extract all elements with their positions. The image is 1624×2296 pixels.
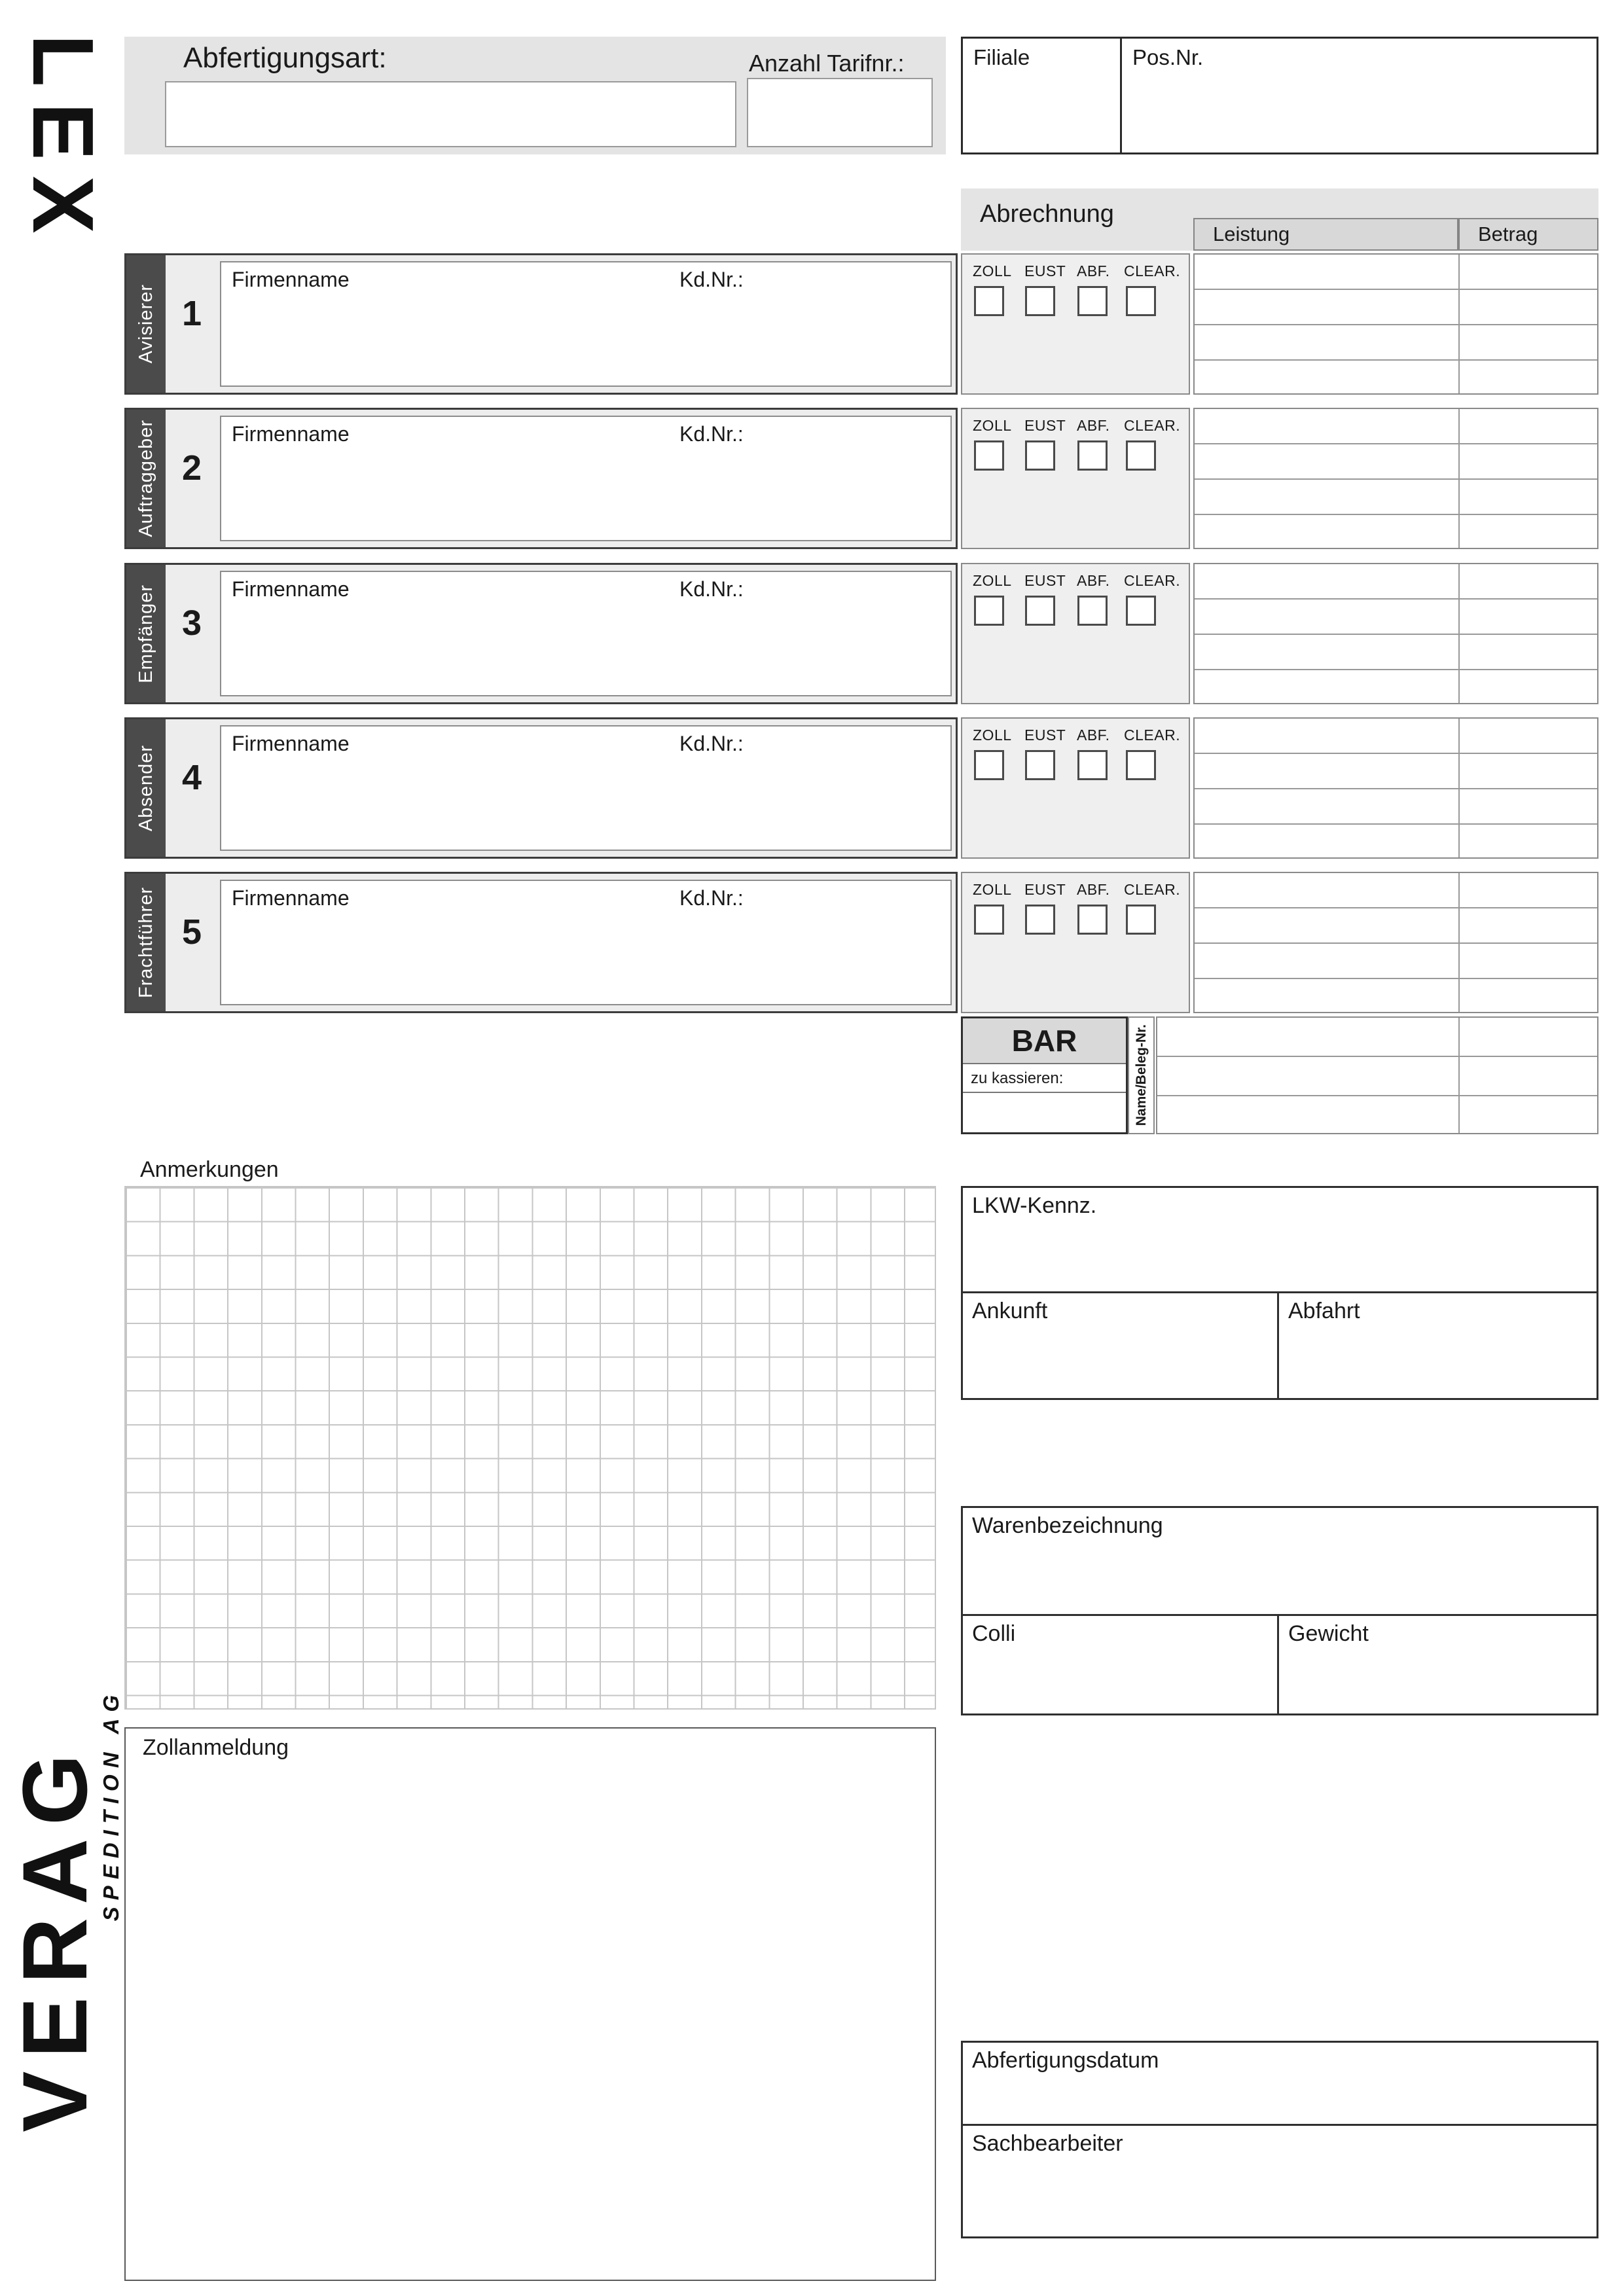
- header-band: [124, 37, 946, 154]
- party-role-label: Auftraggeber: [135, 420, 156, 537]
- abrechnung-header: [961, 188, 1598, 251]
- abfahrt-field[interactable]: [1277, 1291, 1597, 1398]
- eust-checkbox[interactable]: [1025, 905, 1055, 935]
- abf-checkbox[interactable]: [1077, 596, 1108, 626]
- column-divider: [1458, 1018, 1460, 1133]
- abrechnung-rows-2[interactable]: [1193, 408, 1598, 549]
- abf-label: ABF.: [1077, 417, 1110, 434]
- column-divider: [1458, 719, 1460, 857]
- brand-verag-logo: VERAG: [3, 1741, 106, 2132]
- abrechnung-rows-1[interactable]: [1193, 253, 1598, 395]
- bar-row: [0, 1016, 1624, 1134]
- party-block-3: [124, 563, 958, 704]
- abrechnung-rows-3[interactable]: [1193, 563, 1598, 704]
- brand-lex-logo: LEX: [15, 34, 111, 249]
- lkw-kennz-field[interactable]: [963, 1188, 1597, 1291]
- abfertigungsdatum-label: Abfertigungsdatum: [972, 2048, 1159, 2073]
- abf-label: ABF.: [1077, 726, 1110, 744]
- clear-checkbox[interactable]: [1126, 440, 1156, 471]
- abfertigungsdatum-box: [961, 2041, 1598, 2238]
- abrechnung-rows-5[interactable]: [1193, 872, 1598, 1013]
- party-row-5: [0, 872, 1624, 1013]
- ankunft-label: Ankunft: [972, 1299, 1048, 1323]
- lkw-box: [961, 1186, 1598, 1400]
- anzahl-tarifnr-label: Anzahl Tarifnr.:: [749, 50, 905, 77]
- eust-checkbox[interactable]: [1025, 596, 1055, 626]
- clear-checkbox[interactable]: [1126, 750, 1156, 780]
- column-divider: [1458, 564, 1460, 703]
- abrechnung-title: Abrechnung: [980, 200, 1114, 228]
- clearance-checkbox-panel-1: [961, 253, 1190, 395]
- name-beleg-strip: [1128, 1016, 1155, 1134]
- gewicht-field[interactable]: [1277, 1614, 1597, 1713]
- firmenname-label: Firmenname: [232, 886, 350, 910]
- firmenname-label: Firmenname: [232, 422, 350, 446]
- filiale-label: Filiale: [973, 45, 1030, 69]
- name-beleg-label: Name/Beleg-Nr.: [1133, 1024, 1149, 1126]
- column-divider: [1458, 409, 1460, 548]
- column-divider: [1458, 255, 1460, 393]
- clearance-checkbox-panel-3: [961, 563, 1190, 704]
- bar-title: BAR: [963, 1018, 1126, 1064]
- party-number: 3: [181, 603, 202, 643]
- party-role-strip: [126, 719, 166, 857]
- abf-label: ABF.: [1077, 262, 1110, 279]
- eust-label: EUST: [1024, 726, 1066, 744]
- filiale-field[interactable]: [963, 39, 1122, 152]
- eust-checkbox[interactable]: [1025, 440, 1055, 471]
- kdnr-label: Kd.Nr.:: [679, 422, 744, 446]
- party-role-strip: [126, 874, 166, 1011]
- party-number: 5: [181, 912, 202, 952]
- kdnr-label: Kd.Nr.:: [679, 577, 744, 601]
- eust-label: EUST: [1024, 417, 1066, 434]
- anmerkungen-grid[interactable]: [124, 1186, 936, 1710]
- clear-label: CLEAR.: [1124, 417, 1181, 434]
- party-role-strip: [126, 255, 166, 393]
- colli-field[interactable]: [963, 1614, 1277, 1713]
- bar-amount-field[interactable]: [963, 1093, 1126, 1131]
- party-block-2: [124, 408, 958, 549]
- abrechnung-rows-bar[interactable]: [1156, 1016, 1598, 1134]
- filiale-posnr-box: [961, 37, 1598, 154]
- posnr-field[interactable]: [1122, 39, 1597, 152]
- clear-label: CLEAR.: [1124, 726, 1181, 744]
- firmenname-label: Firmenname: [232, 577, 350, 601]
- eust-checkbox[interactable]: [1025, 750, 1055, 780]
- zoll-checkbox[interactable]: [974, 286, 1004, 316]
- party-role-label: Empfänger: [135, 584, 156, 683]
- abf-checkbox[interactable]: [1077, 286, 1108, 316]
- abf-label: ABF.: [1077, 572, 1110, 589]
- party-role-label: Absender: [135, 744, 156, 832]
- column-divider: [1458, 873, 1460, 1012]
- zollanmeldung-box[interactable]: [124, 1727, 936, 2281]
- abrechnung-rows-4[interactable]: [1193, 717, 1598, 859]
- eust-label: EUST: [1024, 881, 1066, 898]
- company-field-5[interactable]: [220, 880, 952, 1005]
- clearance-checkbox-panel-5: [961, 872, 1190, 1013]
- warenbezeichnung-box: [961, 1506, 1598, 1715]
- betrag-column-header: Betrag: [1458, 218, 1598, 251]
- party-block-5: [124, 872, 958, 1013]
- kdnr-label: Kd.Nr.:: [679, 732, 744, 755]
- abf-checkbox[interactable]: [1077, 750, 1108, 780]
- clearance-checkbox-panel-4: [961, 717, 1190, 859]
- party-role-strip: [126, 410, 166, 547]
- warenbezeichnung-label: Warenbezeichnung: [972, 1513, 1163, 1538]
- zoll-label: ZOLL: [973, 417, 1012, 434]
- warenbezeichnung-field[interactable]: [963, 1508, 1597, 1614]
- clear-checkbox[interactable]: [1126, 596, 1156, 626]
- abfertigungsart-label: Abfertigungsart:: [183, 42, 387, 74]
- abfahrt-label: Abfahrt: [1288, 1299, 1360, 1323]
- zoll-checkbox[interactable]: [974, 440, 1004, 471]
- party-role-label: Avisierer: [135, 284, 156, 364]
- party-row-4: [0, 717, 1624, 859]
- abf-label: ABF.: [1077, 881, 1110, 898]
- anmerkungen-label: Anmerkungen: [140, 1157, 279, 1182]
- zoll-checkbox[interactable]: [974, 905, 1004, 935]
- clear-label: CLEAR.: [1124, 572, 1181, 589]
- kdnr-label: Kd.Nr.:: [679, 268, 744, 291]
- ankunft-field[interactable]: [963, 1291, 1277, 1398]
- abfertigungsart-input[interactable]: [165, 81, 736, 147]
- zoll-label: ZOLL: [973, 881, 1012, 898]
- kdnr-label: Kd.Nr.:: [679, 886, 744, 910]
- gewicht-label: Gewicht: [1288, 1621, 1369, 1646]
- firmenname-label: Firmenname: [232, 732, 350, 755]
- party-block-1: [124, 253, 958, 395]
- posnr-label: Pos.Nr.: [1132, 45, 1204, 69]
- brand-verag-subtitle: SPEDITION AG: [99, 1689, 123, 1922]
- party-row-3: [0, 563, 1624, 704]
- party-number: 1: [181, 294, 202, 333]
- lkw-kennz-label: LKW-Kennz.: [972, 1193, 1097, 1218]
- zoll-label: ZOLL: [973, 726, 1012, 744]
- colli-label: Colli: [972, 1621, 1016, 1646]
- bar-box: [961, 1016, 1128, 1134]
- clear-label: CLEAR.: [1124, 262, 1181, 279]
- clear-checkbox[interactable]: [1126, 286, 1156, 316]
- anzahl-tarifnr-input[interactable]: [747, 78, 933, 147]
- clear-checkbox[interactable]: [1126, 905, 1156, 935]
- sachbearbeiter-label: Sachbearbeiter: [972, 2131, 1123, 2156]
- zu-kassieren-field[interactable]: [963, 1064, 1126, 1093]
- eust-checkbox[interactable]: [1025, 286, 1055, 316]
- zoll-checkbox[interactable]: [974, 750, 1004, 780]
- leistung-column-header: Leistung: [1193, 218, 1458, 251]
- party-role-strip: [126, 565, 166, 702]
- party-row-2: [0, 408, 1624, 549]
- abfertigungsdatum-field[interactable]: [963, 2043, 1597, 2124]
- abf-checkbox[interactable]: [1077, 440, 1108, 471]
- sachbearbeiter-field[interactable]: [963, 2124, 1597, 2236]
- party-block-4: [124, 717, 958, 859]
- clearance-checkbox-panel-2: [961, 408, 1190, 549]
- zu-kassieren-label: zu kassieren:: [971, 1069, 1064, 1087]
- eust-label: EUST: [1024, 262, 1066, 279]
- company-field-3[interactable]: [220, 571, 952, 696]
- zoll-checkbox[interactable]: [974, 596, 1004, 626]
- abf-checkbox[interactable]: [1077, 905, 1108, 935]
- zollanmeldung-label: Zollanmeldung: [143, 1735, 289, 1760]
- eust-label: EUST: [1024, 572, 1066, 589]
- zoll-label: ZOLL: [973, 262, 1012, 279]
- firmenname-label: Firmenname: [232, 268, 350, 291]
- party-row-1: [0, 253, 1624, 395]
- party-number: 2: [181, 448, 202, 488]
- zoll-label: ZOLL: [973, 572, 1012, 589]
- clear-label: CLEAR.: [1124, 881, 1181, 898]
- party-role-label: Frachtführer: [135, 887, 156, 998]
- company-field-4[interactable]: [220, 725, 952, 851]
- company-field-2[interactable]: [220, 416, 952, 541]
- company-field-1[interactable]: [220, 261, 952, 387]
- party-number: 4: [181, 758, 202, 797]
